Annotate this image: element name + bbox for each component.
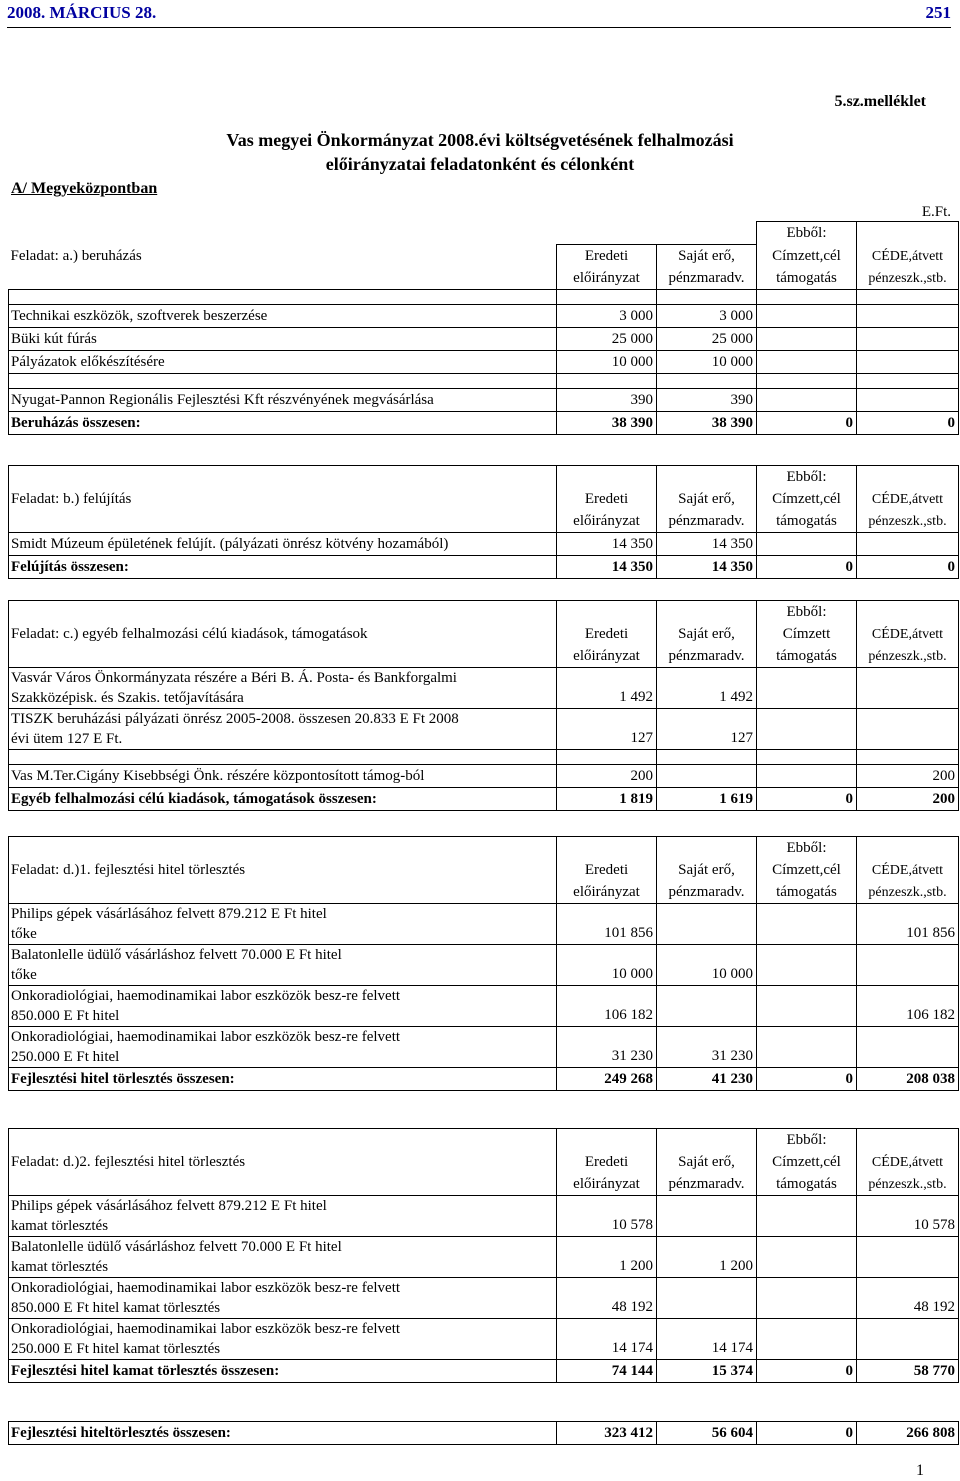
col-header-eredeti: Eredeti xyxy=(557,1151,657,1173)
cede-value xyxy=(857,1319,959,1360)
section-header-row xyxy=(9,222,959,245)
eredeti-value: 25 000 xyxy=(557,327,657,350)
cimzett-value xyxy=(757,1278,857,1319)
cede-value: 48 192 xyxy=(857,1278,959,1319)
row-label xyxy=(9,709,557,750)
col-header-cede: CÉDE,átvett xyxy=(857,623,959,645)
row-label-line-1: Onkoradiológiai, haemodinamikai labor eszközök besz-re felvett xyxy=(11,1280,401,1296)
eredeti-value: 3 000 xyxy=(557,304,657,327)
col-header-sajat-2: pénzmaradv. xyxy=(657,510,757,533)
cede-value xyxy=(857,668,959,709)
cede-value xyxy=(857,533,959,556)
cimzett-value xyxy=(757,904,857,945)
eredeti-value: 10 000 xyxy=(557,350,657,373)
total-cede: 58 770 xyxy=(857,1360,959,1383)
row-label-line-1: Vasvár Város Önkormányzata részére a Béri B. Á. Posta- és Bankforgalmi xyxy=(11,670,457,686)
sajat-value: 127 xyxy=(657,709,757,750)
cede-value xyxy=(857,304,959,327)
col-header-cimzett: Címzett,cél xyxy=(757,1151,857,1173)
row-label-line-2: Szakközépisk. és Szakis. tetőjavítására xyxy=(11,690,244,706)
eredeti-value: 390 xyxy=(557,388,657,411)
col-header-cede: CÉDE,átvett xyxy=(857,244,959,267)
total-label: Felújítás összesen: xyxy=(9,556,557,579)
spacer-cell xyxy=(857,222,959,245)
eredeti-value: 127 xyxy=(557,709,657,750)
row-label-line-1: Philips gépek vásárlásához felvett 879.212 E Ft hitel xyxy=(11,906,327,922)
col-header-sajat-2: pénzmaradv. xyxy=(657,267,757,290)
col-header-cimzett: Címzett,cél xyxy=(757,488,857,510)
total-eredeti: 14 350 xyxy=(557,556,657,579)
col-header-eredeti-2: előirányzat xyxy=(557,645,657,668)
table-row xyxy=(9,533,959,556)
spacer-cell xyxy=(657,837,757,860)
total-row xyxy=(9,1360,959,1383)
cimzett-value xyxy=(757,1027,857,1068)
spacer-cell xyxy=(757,289,857,304)
table-section-d1 xyxy=(8,836,959,1091)
section-header-row xyxy=(9,1173,959,1196)
eredeti-value: 200 xyxy=(557,765,657,788)
total-sajat: 1 619 xyxy=(657,788,757,811)
row-label-line-1: Balatonlelle üdülő vásárláshoz felvett 70.000 E Ft hitel xyxy=(11,1239,342,1255)
spacer-cell xyxy=(557,837,657,860)
cimzett-value xyxy=(757,533,857,556)
section-header-row xyxy=(9,645,959,668)
section-label: Feladat: d.)1. fejlesztési hitel törlesztés xyxy=(9,859,557,881)
col-header-tamogatas: támogatás xyxy=(757,510,857,533)
row-label-line-2: évi ütem 127 E Ft. xyxy=(11,731,123,747)
row-label xyxy=(9,986,557,1027)
col-header-tamogatas: támogatás xyxy=(757,881,857,904)
total-eredeti: 1 819 xyxy=(557,788,657,811)
section-header-row xyxy=(9,244,959,267)
row-label-line-1: Onkoradiológiai, haemodinamikai labor eszközök besz-re felvett xyxy=(11,988,401,1004)
spacer-row xyxy=(9,750,959,765)
spacer-cell xyxy=(557,466,657,489)
row-label xyxy=(9,1278,557,1319)
sajat-value xyxy=(657,1196,757,1237)
spacer-cell xyxy=(9,267,557,290)
grand-total-row xyxy=(9,1422,959,1445)
col-header-eredeti: Eredeti xyxy=(557,244,657,267)
row-label-line-1: Balatonlelle üdülő vásárláshoz felvett 70.000 E Ft hitel xyxy=(11,947,342,963)
sajat-value: 31 230 xyxy=(657,1027,757,1068)
eredeti-value: 31 230 xyxy=(557,1027,657,1068)
table-row xyxy=(9,1237,959,1278)
spacer-cell xyxy=(9,1129,557,1152)
sajat-value xyxy=(657,904,757,945)
cede-value xyxy=(857,327,959,350)
spacer-cell xyxy=(657,373,757,388)
table-section-d2 xyxy=(8,1128,959,1383)
col-header-sajat-2: pénzmaradv. xyxy=(657,1173,757,1196)
grand-total-sajat: 56 604 xyxy=(657,1422,757,1445)
total-row xyxy=(9,411,959,434)
spacer-cell xyxy=(9,837,557,860)
row-label-line-2: tőke xyxy=(11,926,37,942)
spacer-cell xyxy=(557,750,657,765)
spacer-cell xyxy=(557,373,657,388)
spacer-cell xyxy=(657,466,757,489)
cede-value xyxy=(857,1237,959,1278)
cimzett-value xyxy=(757,668,857,709)
col-header-tamogatas: támogatás xyxy=(757,645,857,668)
total-cimzett: 0 xyxy=(757,556,857,579)
col-header-eredeti-2: előirányzat xyxy=(557,1173,657,1196)
row-label-line-2: 850.000 E Ft hitel xyxy=(11,1008,120,1024)
spacer-cell xyxy=(9,645,557,668)
eredeti-value: 106 182 xyxy=(557,986,657,1027)
row-label-line-2: 250.000 E Ft hitel xyxy=(11,1049,120,1065)
eredeti-value: 1 200 xyxy=(557,1237,657,1278)
table-section-a xyxy=(8,221,959,435)
eredeti-value: 14 174 xyxy=(557,1319,657,1360)
cede-value xyxy=(857,350,959,373)
section-label: Feladat: d.)2. fejlesztési hitel törlesztés xyxy=(9,1151,557,1173)
col-header-sajat: Saját erő, xyxy=(657,623,757,645)
table-section-b xyxy=(8,465,959,579)
spacer-cell xyxy=(9,289,557,304)
eredeti-value: 101 856 xyxy=(557,904,657,945)
table-row xyxy=(9,350,959,373)
table-row xyxy=(9,1319,959,1360)
spacer-cell xyxy=(857,837,959,860)
section-header-row xyxy=(9,488,959,510)
row-label xyxy=(9,904,557,945)
row-label-line-2: kamat törlesztés xyxy=(11,1218,109,1234)
spacer-row xyxy=(9,289,959,304)
row-label xyxy=(9,945,557,986)
row-label-line-1: Onkoradiológiai, haemodinamikai labor eszközök besz-re felvett xyxy=(11,1321,401,1337)
row-label xyxy=(9,1027,557,1068)
cede-value: 106 182 xyxy=(857,986,959,1027)
cimzett-value xyxy=(757,327,857,350)
col-header-sajat-2: pénzmaradv. xyxy=(657,881,757,904)
total-row xyxy=(9,788,959,811)
total-cede: 0 xyxy=(857,411,959,434)
section-header-row xyxy=(9,601,959,624)
col-header-sajat: Saját erő, xyxy=(657,859,757,881)
col-header-ebbol: Ebből: xyxy=(757,837,857,860)
spacer-cell xyxy=(657,222,757,245)
spacer-cell xyxy=(9,373,557,388)
row-label: Vas M.Ter.Cigány Kisebbségi Önk. részére központosított támog-ból xyxy=(9,765,557,788)
spacer-cell xyxy=(757,750,857,765)
section-header-row xyxy=(9,1129,959,1152)
total-sajat: 15 374 xyxy=(657,1360,757,1383)
total-label: Fejlesztési hitel kamat törlesztés összesen: xyxy=(9,1360,557,1383)
sajat-value: 3 000 xyxy=(657,304,757,327)
total-cede: 0 xyxy=(857,556,959,579)
col-header-eredeti: Eredeti xyxy=(557,488,657,510)
spacer-cell xyxy=(657,289,757,304)
section-label: Feladat: a.) beruházás xyxy=(10,247,142,264)
table-section-c xyxy=(8,600,959,811)
col-header-eredeti: Eredeti xyxy=(557,859,657,881)
total-sajat: 14 350 xyxy=(657,556,757,579)
section-label: Feladat: b.) felújítás xyxy=(9,488,557,510)
cimzett-value xyxy=(757,1196,857,1237)
row-label xyxy=(9,1196,557,1237)
col-header-eredeti-2: előirányzat xyxy=(557,881,657,904)
header-date: 2008. MÁRCIUS 28. xyxy=(7,3,157,22)
row-label: Technikai eszközök, szoftverek beszerzése xyxy=(9,304,557,327)
col-header-cede-2: pénzeszk.,stb. xyxy=(857,510,959,533)
spacer-cell xyxy=(9,750,557,765)
row-label: Nyugat-Pannon Regionális Fejlesztési Kft részvényének megvásárlása xyxy=(9,388,557,411)
total-cimzett: 0 xyxy=(757,1068,857,1091)
cimzett-value xyxy=(757,765,857,788)
table-row xyxy=(9,765,959,788)
table-row xyxy=(9,1027,959,1068)
row-label-line-2: kamat törlesztés xyxy=(11,1259,109,1275)
col-header-tamogatas: támogatás xyxy=(757,1173,857,1196)
table-row xyxy=(9,1278,959,1319)
grand-total-cede: 266 808 xyxy=(857,1422,959,1445)
sajat-value xyxy=(657,765,757,788)
row-label xyxy=(9,1237,557,1278)
eredeti-value: 14 350 xyxy=(557,533,657,556)
subsection-heading: A/ Megyeközpontban xyxy=(11,180,158,197)
spacer-cell xyxy=(757,373,857,388)
row-label: Smidt Múzeum épületének felújít. (pályázati önrész kötvény hozamából) xyxy=(9,533,557,556)
cimzett-value xyxy=(757,986,857,1027)
table-row xyxy=(9,904,959,945)
eredeti-value: 48 192 xyxy=(557,1278,657,1319)
section-header-row xyxy=(9,466,959,489)
footer-page-number: 1 xyxy=(916,1462,924,1479)
spacer-cell xyxy=(657,750,757,765)
row-label xyxy=(9,668,557,709)
grand-total-label: Fejlesztési hiteltörlesztés összesen: xyxy=(9,1422,557,1445)
sajat-value: 1 200 xyxy=(657,1237,757,1278)
cede-value xyxy=(857,388,959,411)
total-row xyxy=(9,556,959,579)
total-eredeti: 249 268 xyxy=(557,1068,657,1091)
table-row xyxy=(9,709,959,750)
spacer-cell xyxy=(557,289,657,304)
col-header-ebbol: Ebből: xyxy=(757,466,857,489)
sajat-value: 1 492 xyxy=(657,668,757,709)
cimzett-value xyxy=(757,350,857,373)
spacer-cell xyxy=(657,601,757,624)
total-cede: 200 xyxy=(857,788,959,811)
total-eredeti: 38 390 xyxy=(557,411,657,434)
eredeti-value: 10 000 xyxy=(557,945,657,986)
spacer-row xyxy=(9,373,959,388)
spacer-cell xyxy=(857,289,959,304)
col-header-sajat-2: pénzmaradv. xyxy=(657,645,757,668)
row-label-line-2: tőke xyxy=(11,967,37,983)
section-header-row xyxy=(9,837,959,860)
row-label: Büki kút fúrás xyxy=(9,327,557,350)
cede-value xyxy=(857,1027,959,1068)
unit-label: E.Ft. xyxy=(921,204,951,220)
col-header-eredeti: Eredeti xyxy=(557,623,657,645)
col-header-cede: CÉDE,átvett xyxy=(857,488,959,510)
table-row xyxy=(9,304,959,327)
total-label: Egyéb felhalmozási célú kiadások, támogatások összesen: xyxy=(9,788,557,811)
cede-value xyxy=(857,945,959,986)
annex-label: 5.sz.melléklet xyxy=(834,93,926,110)
col-header-cede: CÉDE,átvett xyxy=(857,859,959,881)
row-label-line-1: Onkoradiológiai, haemodinamikai labor eszközök besz-re felvett xyxy=(11,1029,401,1045)
total-label: Beruházás összesen: xyxy=(9,411,557,434)
document-title-line-2: előirányzatai feladatonként és célonként xyxy=(325,154,635,174)
section-header-row xyxy=(9,510,959,533)
col-header-cimzett: Címzett,cél xyxy=(757,859,857,881)
total-eredeti: 74 144 xyxy=(557,1360,657,1383)
col-header-cede: CÉDE,átvett xyxy=(857,1151,959,1173)
col-header-sajat: Saját erő, xyxy=(657,1151,757,1173)
col-header-ebbol: Ebből: xyxy=(757,601,857,624)
col-header-ebbol: Ebből: xyxy=(757,1129,857,1152)
table-row xyxy=(9,1196,959,1237)
row-label xyxy=(9,1319,557,1360)
eredeti-value: 10 578 xyxy=(557,1196,657,1237)
col-header-cede-2: pénzeszk.,stb. xyxy=(857,881,959,904)
cimzett-value xyxy=(757,1237,857,1278)
col-header-cimzett: Címzett,cél xyxy=(757,244,857,267)
spacer-cell xyxy=(9,466,557,489)
col-header-sajat: Saját erő, xyxy=(657,488,757,510)
row-label-line-1: Philips gépek vásárlásához felvett 879.212 E Ft hitel xyxy=(11,1198,327,1214)
spacer-cell xyxy=(557,601,657,624)
spacer-cell xyxy=(557,1129,657,1152)
total-cede: 208 038 xyxy=(857,1068,959,1091)
section-header-row xyxy=(9,859,959,881)
section-label-spacer xyxy=(9,222,557,245)
table-row xyxy=(9,388,959,411)
cimzett-value xyxy=(757,709,857,750)
total-label: Fejlesztési hitel törlesztés összesen: xyxy=(9,1068,557,1091)
section-label: Feladat: c.) egyéb felhalmozási célú kiadások, támogatások xyxy=(9,623,557,645)
cimzett-value xyxy=(757,945,857,986)
spacer-cell xyxy=(857,1129,959,1152)
cede-value: 200 xyxy=(857,765,959,788)
spacer-cell xyxy=(9,601,557,624)
col-header-cede-2: pénzeszk.,stb. xyxy=(857,645,959,668)
total-cimzett: 0 xyxy=(757,411,857,434)
col-header-eredeti-2: előirányzat xyxy=(557,267,657,290)
sajat-value: 10 000 xyxy=(657,945,757,986)
spacer-cell xyxy=(557,222,657,245)
col-header-cede-2: pénzeszk.,stb. xyxy=(857,267,959,290)
cimzett-value xyxy=(757,388,857,411)
row-label-line-2: 250.000 E Ft hitel kamat törlesztés xyxy=(11,1341,221,1357)
table-row xyxy=(9,945,959,986)
sajat-value: 390 xyxy=(657,388,757,411)
spacer-cell xyxy=(857,373,959,388)
spacer-cell xyxy=(9,510,557,533)
col-header-eredeti-2: előirányzat xyxy=(557,510,657,533)
total-row xyxy=(9,1068,959,1091)
section-header-row xyxy=(9,623,959,645)
row-label-line-2: 850.000 E Ft hitel kamat törlesztés xyxy=(11,1300,221,1316)
document-title-line-1: Vas megyei Önkormányzat 2008.évi költségvetésének felhalmozási xyxy=(226,130,734,150)
spacer-cell xyxy=(857,750,959,765)
total-sajat: 38 390 xyxy=(657,411,757,434)
total-cimzett: 0 xyxy=(757,1360,857,1383)
sajat-value: 10 000 xyxy=(657,350,757,373)
spacer-cell xyxy=(657,1129,757,1152)
spacer-cell xyxy=(9,1173,557,1196)
section-header-row xyxy=(9,881,959,904)
cimzett-value xyxy=(757,1319,857,1360)
col-header-tamogatas: támogatás xyxy=(757,267,857,290)
cede-value: 101 856 xyxy=(857,904,959,945)
spacer-cell xyxy=(857,601,959,624)
col-header-cimzett: Címzett xyxy=(757,623,857,645)
col-header-cede-2: pénzeszk.,stb. xyxy=(857,1173,959,1196)
header-page-number: 251 xyxy=(925,3,951,22)
section-header-row xyxy=(9,1151,959,1173)
table-row xyxy=(9,986,959,1027)
grand-total-eredeti: 323 412 xyxy=(557,1422,657,1445)
row-label-line-1: TISZK beruházási pályázati önrész 2005-2008. összesen 20.833 E Ft 2008 xyxy=(11,711,459,727)
sajat-value xyxy=(657,1278,757,1319)
sajat-value: 14 350 xyxy=(657,533,757,556)
col-header-ebbol: Ebből: xyxy=(757,222,857,245)
eredeti-value: 1 492 xyxy=(557,668,657,709)
cede-value: 10 578 xyxy=(857,1196,959,1237)
spacer-cell xyxy=(857,466,959,489)
total-cimzett: 0 xyxy=(757,788,857,811)
table-row xyxy=(9,327,959,350)
total-sajat: 41 230 xyxy=(657,1068,757,1091)
section-header-row xyxy=(9,267,959,290)
spacer-cell xyxy=(9,881,557,904)
cede-value xyxy=(857,709,959,750)
table-grand-total xyxy=(8,1421,959,1445)
col-header-sajat: Saját erő, xyxy=(657,244,757,267)
sajat-value: 25 000 xyxy=(657,327,757,350)
sajat-value xyxy=(657,986,757,1027)
row-label: Pályázatok előkészítésére xyxy=(9,350,557,373)
table-row xyxy=(9,668,959,709)
grand-total-cimzett: 0 xyxy=(757,1422,857,1445)
sajat-value: 14 174 xyxy=(657,1319,757,1360)
header-rule xyxy=(7,27,951,28)
cimzett-value xyxy=(757,304,857,327)
